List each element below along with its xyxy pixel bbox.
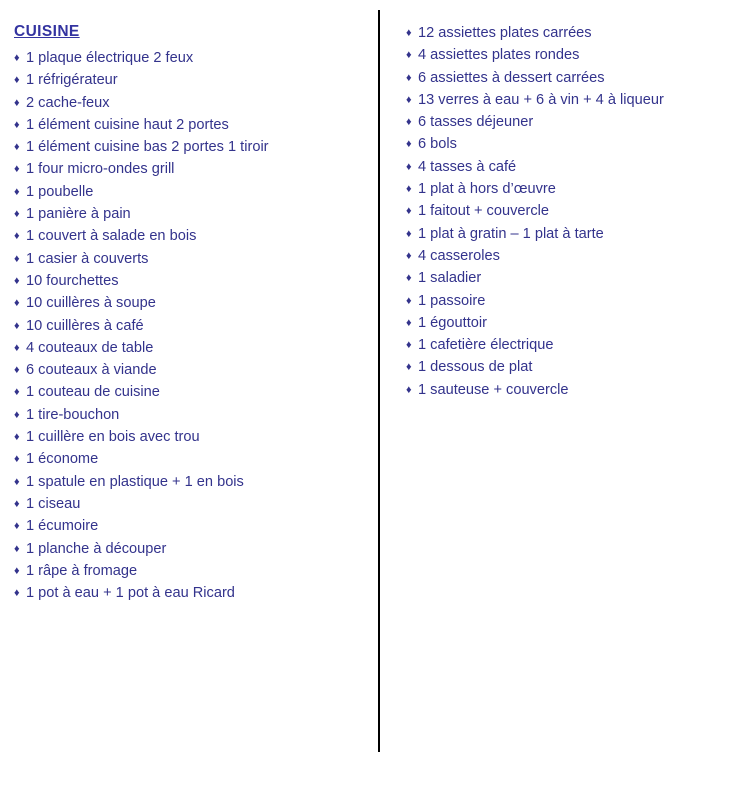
list-item-label: 1 réfrigérateur: [26, 72, 118, 89]
list-item-label: 4 casseroles: [418, 247, 500, 264]
column-divider: [378, 10, 380, 752]
list-item-label: 4 couteaux de table: [26, 339, 154, 356]
bullet-icon: ♦: [14, 564, 20, 577]
list-item-label: 1 égouttoir: [418, 314, 487, 331]
list-item: [14, 426, 378, 448]
list-item: [406, 111, 740, 133]
list-item: [14, 158, 378, 180]
list-item: [406, 223, 740, 245]
right-inventory-list: [406, 22, 740, 401]
bullet-icon: ♦: [406, 71, 412, 84]
list-item: [14, 181, 378, 203]
list-item: [14, 69, 378, 91]
bullet-icon: ♦: [14, 431, 20, 444]
bullet-icon: ♦: [406, 205, 412, 218]
list-item: [406, 178, 740, 200]
list-item-label: 1 économe: [26, 451, 99, 468]
list-item: [14, 448, 378, 470]
bullet-icon: ♦: [14, 230, 20, 243]
bullet-icon: ♦: [14, 274, 20, 287]
bullet-icon: ♦: [14, 453, 20, 466]
list-item: [14, 92, 378, 114]
list-item: [406, 89, 740, 111]
list-item: [14, 292, 378, 314]
list-item: [406, 156, 740, 178]
list-item-label: 1 panière à pain: [26, 206, 131, 223]
list-item-label: 1 planche à découper: [26, 540, 167, 557]
list-item: [14, 515, 378, 537]
list-item: [14, 248, 378, 270]
list-item-label: 13 verres à eau + 6 à vin + 4 à liqueur: [418, 91, 664, 108]
list-item-label: 10 fourchettes: [26, 272, 119, 289]
list-item: [14, 404, 378, 426]
right-column: [378, 22, 740, 401]
list-item-label: 6 bols: [418, 136, 457, 153]
list-item: [406, 67, 740, 89]
bullet-icon: ♦: [14, 297, 20, 310]
bullet-icon: ♦: [14, 386, 20, 399]
list-item: [14, 582, 378, 604]
list-item: [406, 245, 740, 267]
list-item-label: 1 couteau de cuisine: [26, 384, 160, 401]
list-item: [14, 359, 378, 381]
list-item: [406, 133, 740, 155]
bullet-icon: ♦: [14, 364, 20, 377]
list-item-label: 1 plat à hors d’œuvre: [418, 181, 556, 198]
bullet-icon: ♦: [14, 475, 20, 488]
bullet-icon: ♦: [14, 163, 20, 176]
list-item-label: 1 four micro-ondes grill: [26, 161, 175, 178]
list-item: [14, 114, 378, 136]
list-item-label: 10 cuillères à café: [26, 317, 144, 334]
bullet-icon: ♦: [406, 383, 412, 396]
list-item-label: 1 râpe à fromage: [26, 562, 138, 579]
list-item-label: 4 assiettes plates rondes: [418, 47, 580, 64]
list-item-label: 2 cache-feux: [26, 94, 110, 111]
list-item: [406, 267, 740, 289]
list-item-label: 1 plat à gratin – 1 plat à tarte: [418, 225, 604, 242]
list-item: [14, 560, 378, 582]
list-item-label: 6 assiettes à dessert carrées: [418, 69, 605, 86]
list-item-label: 10 cuillères à soupe: [26, 295, 156, 312]
list-item: [406, 290, 740, 312]
bullet-icon: ♦: [14, 185, 20, 198]
bullet-icon: ♦: [14, 118, 20, 131]
list-item: [14, 203, 378, 225]
list-item: [406, 312, 740, 334]
list-item-label: 1 tire-bouchon: [26, 406, 120, 423]
bullet-icon: ♦: [14, 52, 20, 64]
list-item: [406, 200, 740, 222]
bullet-icon: ♦: [406, 49, 412, 62]
bullet-icon: ♦: [406, 249, 412, 262]
list-item-label: 1 passoire: [418, 292, 486, 309]
list-item-label: 1 élément cuisine haut 2 portes: [26, 116, 229, 133]
bullet-icon: ♦: [14, 542, 20, 555]
list-item-label: 1 casier à couverts: [26, 250, 149, 267]
bullet-icon: ♦: [406, 93, 412, 106]
left-column: [0, 22, 378, 604]
list-item: [14, 381, 378, 403]
list-item-label: 1 sauteuse + couvercle: [418, 381, 569, 398]
bullet-icon: ♦: [14, 252, 20, 265]
bullet-icon: ♦: [14, 341, 20, 354]
list-item-label: 1 saladier: [418, 270, 482, 287]
list-item: [14, 493, 378, 515]
bullet-icon: ♦: [406, 116, 412, 129]
list-item-label: 1 écumoire: [26, 518, 99, 535]
bullet-icon: ♦: [406, 160, 412, 173]
list-item: [14, 315, 378, 337]
list-item: [14, 225, 378, 247]
list-item: [14, 538, 378, 560]
list-item: [14, 47, 378, 69]
list-item-label: 1 plaque électrique 2 feux: [26, 50, 194, 66]
bullet-icon: ♦: [406, 227, 412, 240]
list-item-label: 1 cuillère en bois avec trou: [26, 429, 200, 446]
bullet-icon: ♦: [406, 361, 412, 374]
bullet-icon: ♦: [14, 408, 20, 421]
list-item-label: 1 couvert à salade en bois: [26, 228, 197, 245]
bullet-icon: ♦: [14, 96, 20, 109]
list-item: [406, 334, 740, 356]
list-item-label: 1 dessous de plat: [418, 359, 533, 376]
bullet-icon: ♦: [406, 138, 412, 151]
list-item-label: 1 cafetière électrique: [418, 337, 554, 354]
list-item-label: 1 ciseau: [26, 495, 81, 512]
list-item-label: 6 couteaux à viande: [26, 362, 157, 379]
list-item-label: 1 faitout + couvercle: [418, 203, 550, 220]
list-item-label: 4 tasses à café: [418, 158, 517, 175]
left-inventory-list: [14, 47, 378, 604]
list-item: [406, 356, 740, 378]
list-item: [14, 136, 378, 158]
list-item: [406, 379, 740, 401]
bullet-icon: ♦: [406, 339, 412, 352]
bullet-icon: ♦: [406, 27, 412, 39]
list-item: [14, 270, 378, 292]
bullet-icon: ♦: [14, 497, 20, 510]
bullet-icon: ♦: [14, 520, 20, 533]
bullet-icon: ♦: [406, 272, 412, 285]
list-item: [406, 44, 740, 66]
list-item-label: 1 spatule en plastique + 1 en bois: [26, 473, 244, 490]
list-item: [406, 22, 740, 44]
list-item: [14, 471, 378, 493]
list-item: [14, 337, 378, 359]
bullet-icon: ♦: [14, 319, 20, 332]
bullet-icon: ♦: [14, 74, 20, 87]
page-title: CUISINE: [14, 23, 80, 40]
list-item-label: 1 élément cuisine bas 2 portes 1 tiroir: [26, 139, 269, 156]
list-item-label: 6 tasses déjeuner: [418, 114, 534, 131]
bullet-icon: ♦: [406, 316, 412, 329]
list-item-label: 12 assiettes plates carrées: [418, 25, 592, 41]
bullet-icon: ♦: [14, 141, 20, 154]
bullet-icon: ♦: [406, 183, 412, 196]
bullet-icon: ♦: [14, 587, 20, 600]
list-item-label: 1 pot à eau + 1 pot à eau Ricard: [26, 585, 235, 602]
bullet-icon: ♦: [406, 294, 412, 307]
bullet-icon: ♦: [14, 208, 20, 221]
list-item-label: 1 poubelle: [26, 183, 94, 200]
